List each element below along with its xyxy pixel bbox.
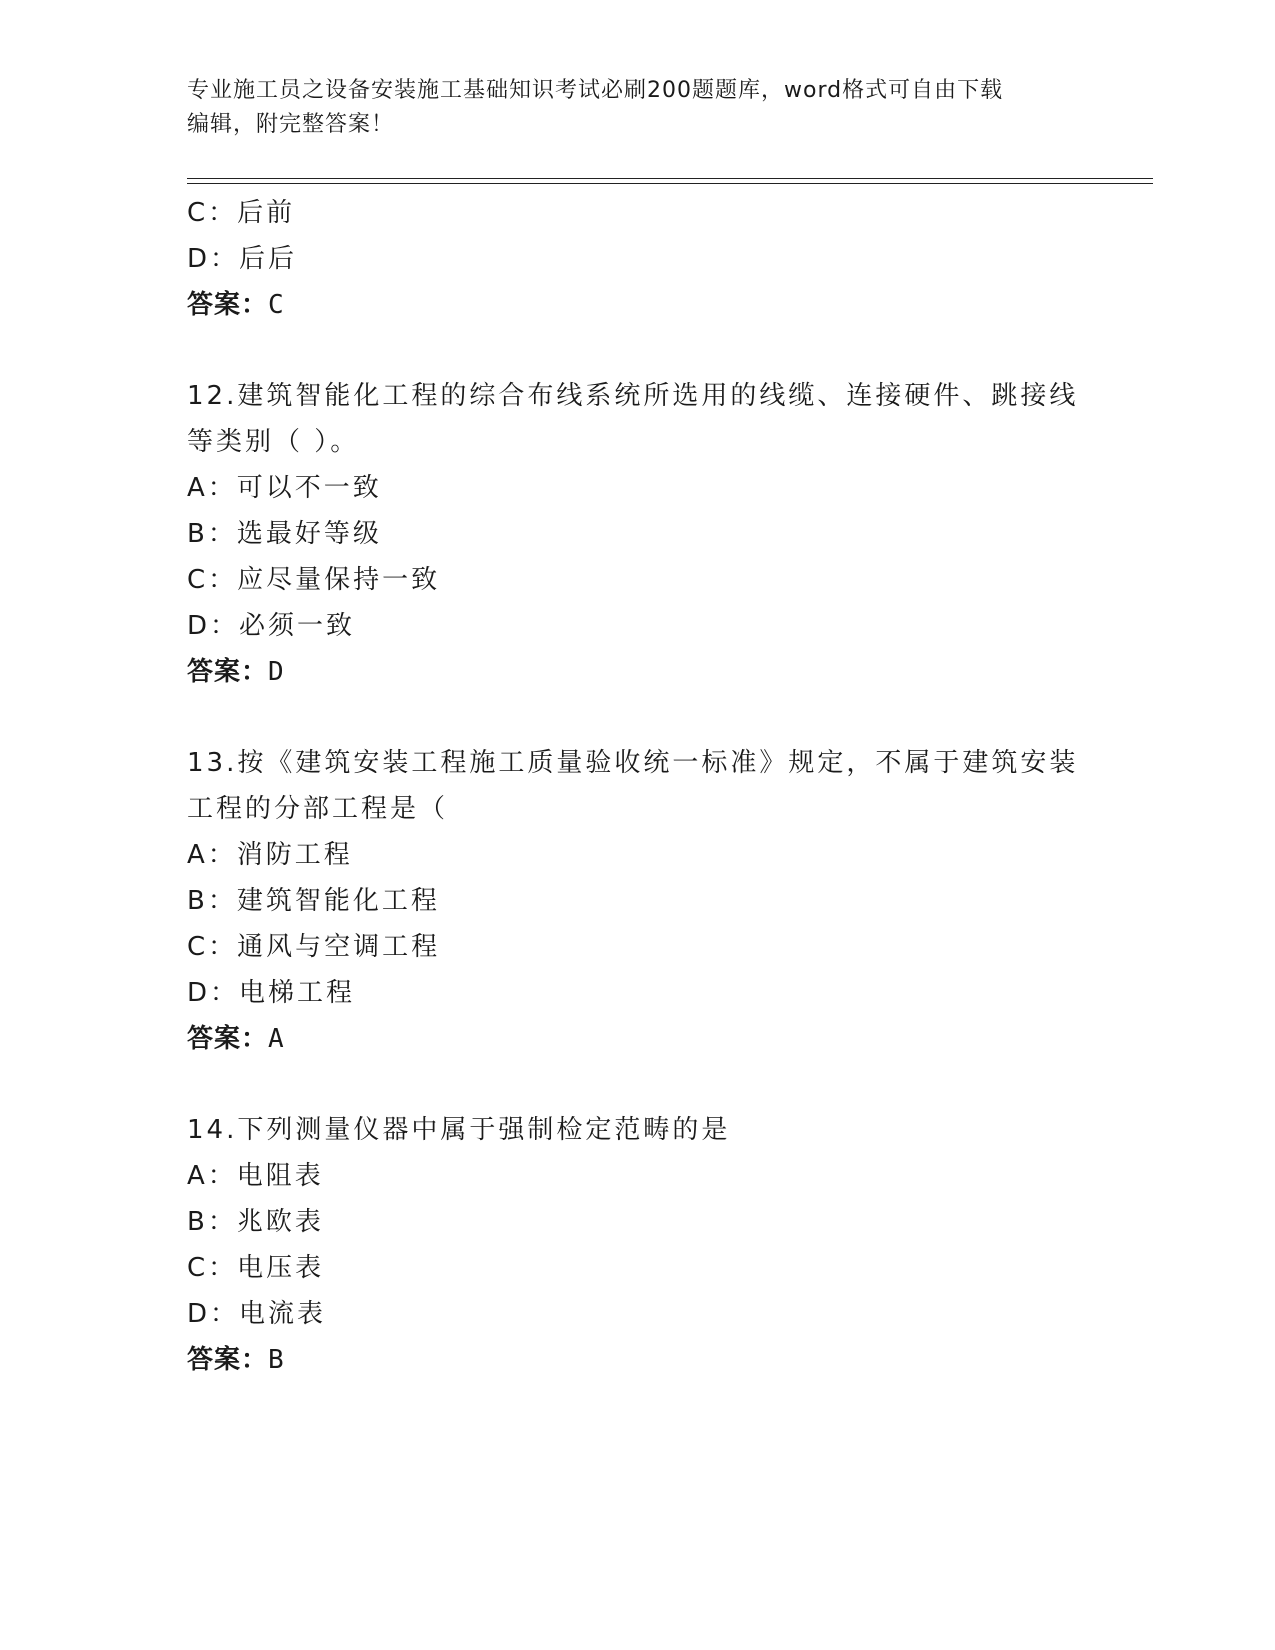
header-line-1: 专业施工员之设备安装施工基础知识考试必刷200题题库，word格式可自由下载	[187, 78, 1004, 103]
option-key: C：	[187, 932, 238, 962]
option-text: 兆欧表	[236, 1207, 324, 1237]
option-key: A：	[187, 473, 237, 503]
question-gap	[187, 328, 1087, 373]
option-c	[187, 1245, 1087, 1291]
header-line-2: 编辑，附完整答案！	[187, 112, 395, 137]
page-header	[187, 74, 1087, 142]
option-text: 应尽量保持一致	[237, 565, 441, 595]
option-text: 可以不一致	[236, 473, 382, 503]
option-key: C：	[187, 198, 238, 228]
header-rule-bottom	[187, 183, 1153, 184]
option-key: D：	[187, 611, 240, 641]
question-stem-line: 13.按《建筑安装工程施工质量验收统一标准》规定，不属于建筑安装	[187, 748, 1079, 778]
option-key: B：	[187, 519, 237, 549]
question-gap	[187, 1062, 1087, 1107]
question-stem-line: 12.建筑智能化工程的综合布线系统所选用的线缆、连接硬件、跳接线	[187, 381, 1079, 411]
option-key: B：	[187, 886, 237, 916]
question-13	[187, 740, 1087, 1062]
option-d	[187, 970, 1087, 1016]
option-key: A：	[187, 1161, 237, 1191]
answer-label: 答案：	[187, 1024, 269, 1054]
question-stem-line: 工程的分部工程是（	[187, 794, 449, 824]
option-b	[187, 878, 1087, 924]
option-key: C：	[187, 565, 238, 595]
option-a	[187, 832, 1087, 878]
option-text: 后前	[237, 198, 296, 228]
option-text: 通风与空调工程	[237, 932, 441, 962]
option-key: B：	[187, 1207, 237, 1237]
option-text: 电阻表	[236, 1161, 324, 1191]
option-d	[187, 236, 1087, 282]
answer-value: B	[268, 1345, 285, 1375]
option-text: 电梯工程	[239, 978, 356, 1008]
option-d	[187, 603, 1087, 649]
option-c	[187, 190, 1087, 236]
question-12	[187, 373, 1087, 695]
option-key: D：	[187, 978, 240, 1008]
header-rule-top	[187, 178, 1153, 179]
answer-value: C	[268, 290, 285, 320]
option-c	[187, 924, 1087, 970]
option-key: C：	[187, 1253, 238, 1283]
question-14	[187, 1107, 1087, 1383]
option-b	[187, 511, 1087, 557]
answer-line	[187, 282, 1087, 328]
question-gap	[187, 695, 1087, 740]
option-a	[187, 1153, 1087, 1199]
answer-line	[187, 1337, 1087, 1383]
option-a	[187, 465, 1087, 511]
option-text: 后后	[239, 244, 298, 274]
option-key: A：	[187, 840, 237, 870]
question-stem-line: 等类别（ ）。	[187, 427, 360, 457]
answer-label: 答案：	[187, 657, 269, 687]
option-text: 消防工程	[236, 840, 353, 870]
answer-label: 答案：	[187, 1345, 269, 1375]
carryover-question	[187, 190, 1087, 328]
option-b	[187, 1199, 1087, 1245]
option-text: 建筑智能化工程	[236, 886, 440, 916]
option-key: D：	[187, 244, 240, 274]
option-text: 电压表	[237, 1253, 325, 1283]
option-c	[187, 557, 1087, 603]
option-key: D：	[187, 1299, 240, 1329]
option-text: 选最好等级	[236, 519, 382, 549]
answer-line	[187, 649, 1087, 695]
option-text: 必须一致	[239, 611, 356, 641]
question-body	[187, 190, 1087, 1383]
option-d	[187, 1291, 1087, 1337]
answer-line	[187, 1016, 1087, 1062]
option-text: 电流表	[239, 1299, 327, 1329]
answer-value: A	[268, 1024, 285, 1054]
answer-label: 答案：	[187, 290, 269, 320]
answer-value: D	[268, 657, 285, 687]
question-stem-line: 14.下列测量仪器中属于强制检定范畴的是	[187, 1115, 731, 1145]
